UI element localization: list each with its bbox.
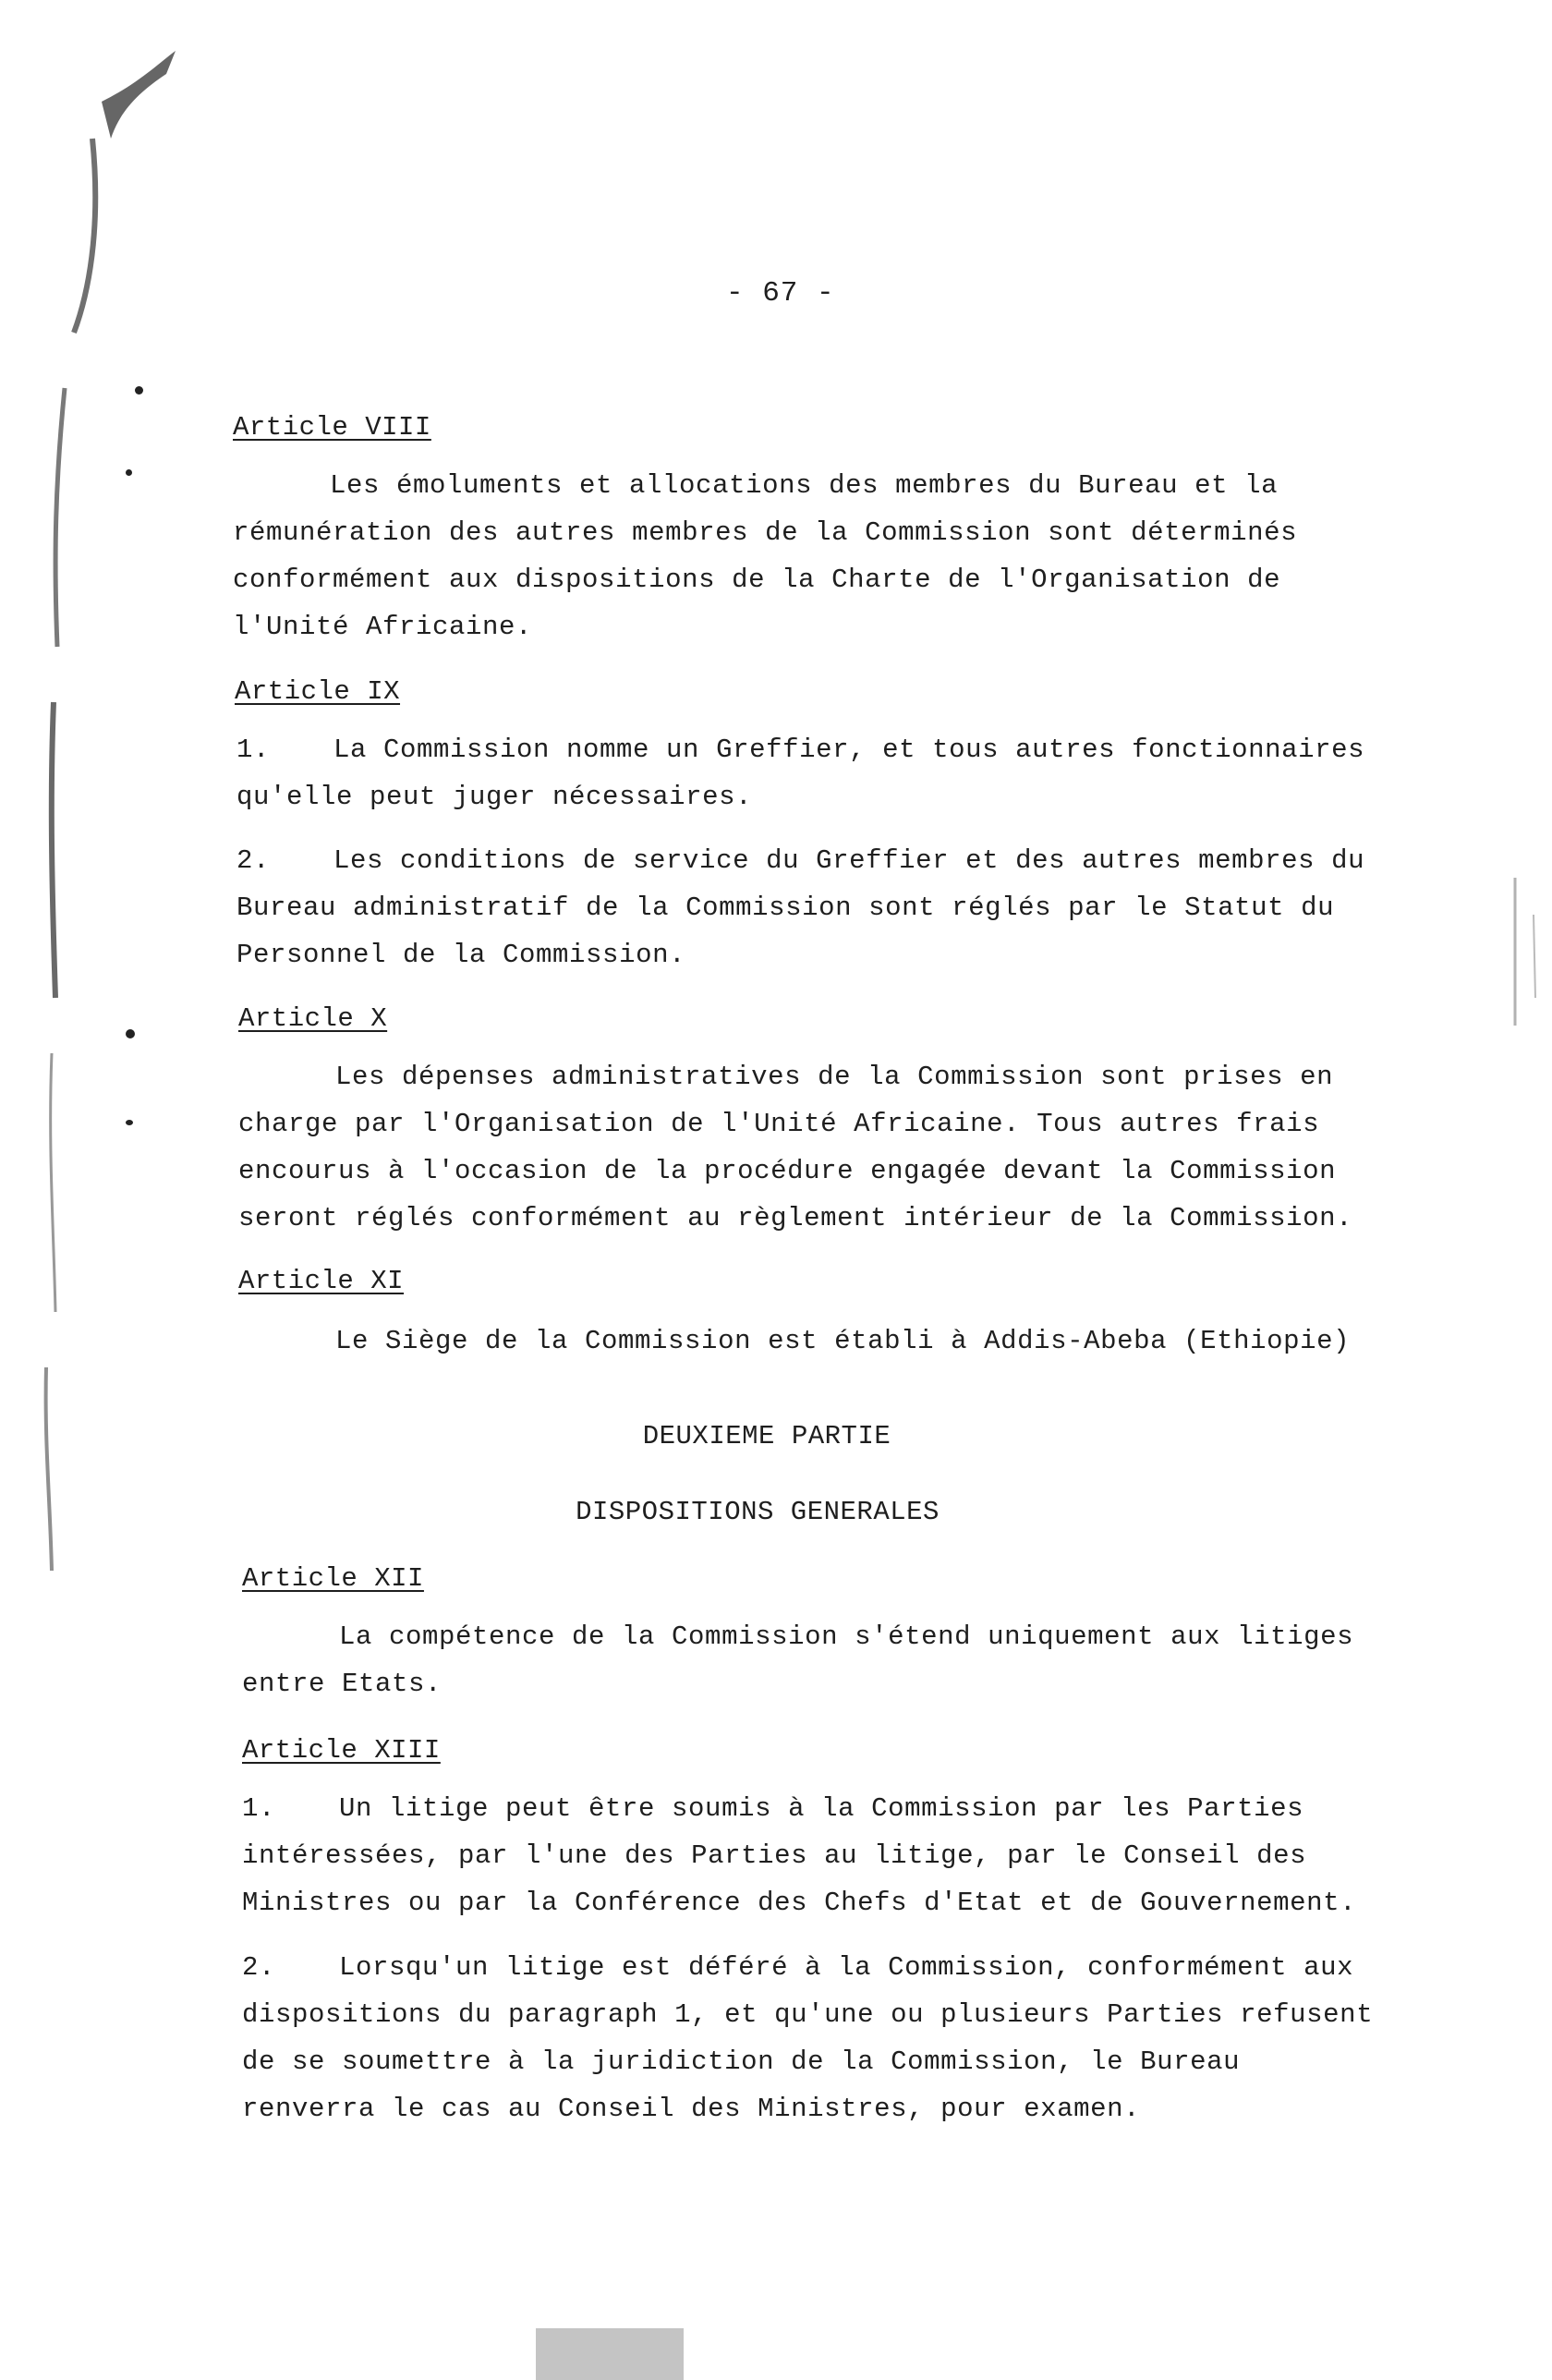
paragraph-number: 1. [242, 1793, 276, 1824]
article-10-heading: Article X [238, 1003, 388, 1034]
paragraph-text: Un litige peut être soumis à la Commission par les Parties intéressées, par l'une des Parties au litige, par le Conseil des Ministres ou par la Conférence des Chefs d'Etat et de Gouvernement. [242, 1793, 1357, 1918]
ink-speck [126, 1120, 133, 1125]
paragraph-number: 2. [236, 845, 271, 876]
article-12-heading: Article XII [242, 1563, 424, 1594]
part-subtitle: DISPOSITIONS GENERALES [576, 1497, 940, 1527]
paragraph-text: La Commission nomme un Greffier, et tous autres fonctionnaires qu'elle peut juger nécessaires. [236, 735, 1382, 812]
article-9-paragraph-1 [236, 726, 1382, 820]
article-11-heading: Article XI [238, 1266, 405, 1296]
article-13-paragraph-2 [242, 1944, 1388, 2132]
article-10-text: Les dépenses administratives de la Commission sont prises en charge par l'Organisation de l'Unité Africaine. Tous autres frais encourus à l'occasion de la procédure engagée devant la Commission seront réglés conformément au règlement intérieur de la Commission. [238, 1062, 1353, 1233]
article-8-heading: Article VIII [233, 412, 431, 443]
part-title: DEUXIEME PARTIE [642, 1421, 891, 1451]
article-9-paragraph-2 [236, 837, 1382, 978]
ink-speck [126, 469, 132, 476]
paragraph-text: Lorsqu'un litige est déféré à la Commission, conformément aux dispositions du paragraph 1, et qu'une ou plusieurs Parties refusent de se soumettre à la juridiction de la Commission, le Bureau renverra le cas au Conseil des Ministres, pour examen. [242, 1952, 1390, 2124]
article-13-heading: Article XIII [242, 1735, 441, 1766]
ink-speck [135, 386, 143, 395]
article-8-text: Les émoluments et allocations des membres du Bureau et la rémunération des autres membres de la Commission sont déterminés conformément aux dispositions de la Charte de l'Organisation de l'Unité Africaine. [233, 470, 1315, 642]
article-12-text: La compétence de la Commission s'étend uniquement aux litiges entre Etats. [242, 1621, 1371, 1699]
paragraph-number: 1. [236, 735, 271, 765]
paragraph-text: Les conditions de service du Greffier et des autres membres du Bureau administratif de la Commission sont réglés par le Statut du Personnel de la Commission. [236, 845, 1382, 970]
paragraph-number: 2. [242, 1952, 276, 1983]
ink-speck [126, 1029, 135, 1038]
article-11-text: Le Siège de la Commission est établi à Addis-Abeba (Ethiopie) [335, 1326, 1351, 1356]
page-number: - 67 - [726, 277, 835, 310]
article-13-paragraph-1 [242, 1785, 1388, 1926]
article-9-heading: Article IX [235, 676, 401, 707]
